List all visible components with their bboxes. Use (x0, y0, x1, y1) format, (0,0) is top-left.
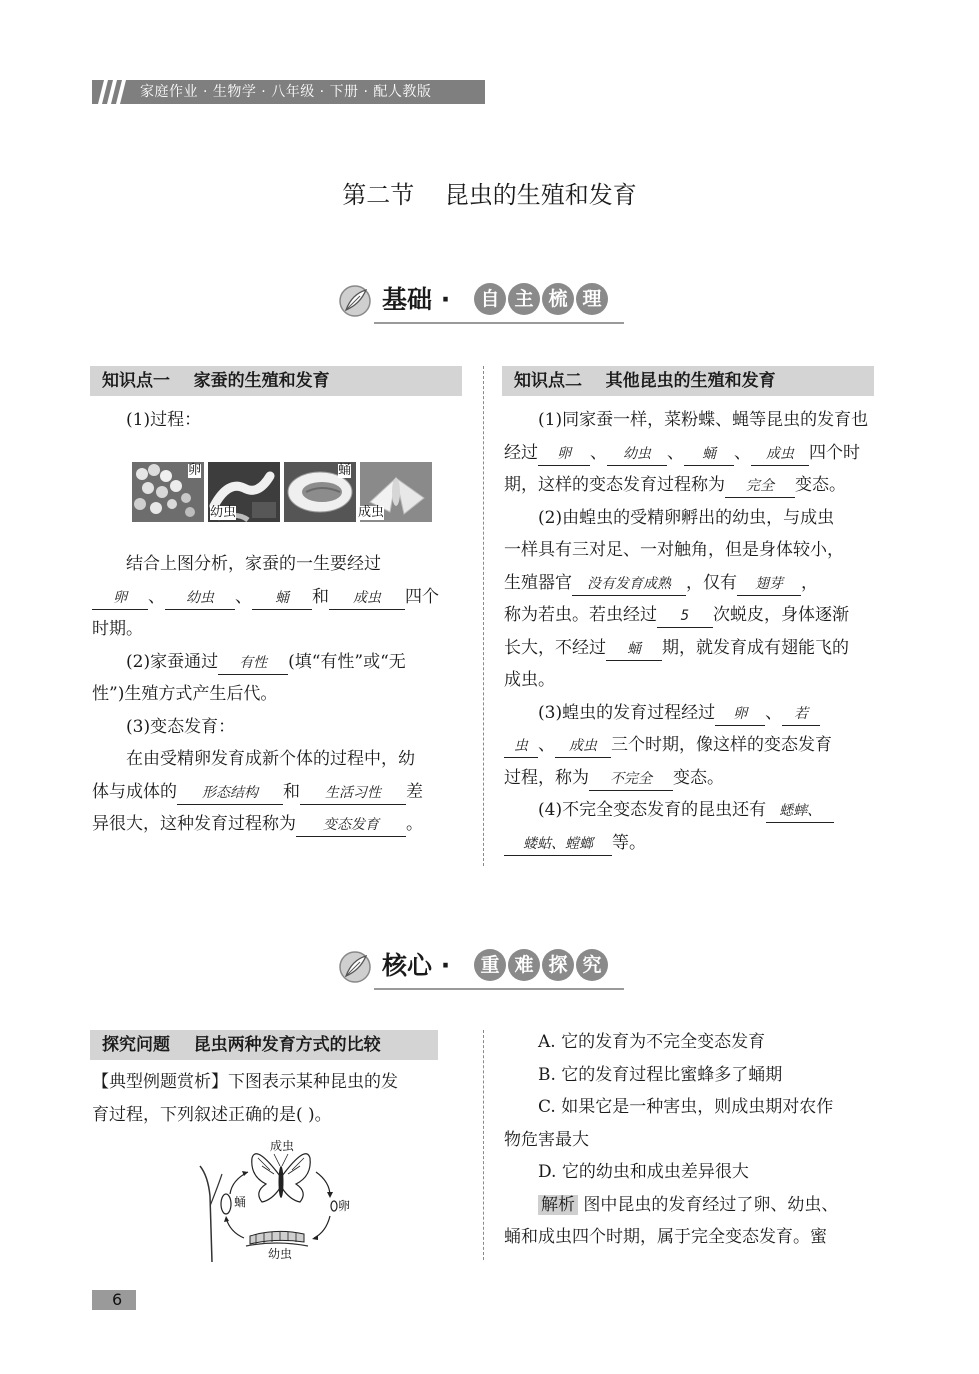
answer-blank: 蛹 (252, 587, 312, 610)
k2-line: 过程，称为 不完全 变态。 (504, 762, 874, 795)
header-text: 家庭作业 · 生物学 · 八年级 · 下册 · 配人教版 (140, 84, 432, 100)
question-line: 【典型例题赏析】下图表示某种昆虫的发 (92, 1072, 398, 1092)
banner-lead: 核心 · (382, 951, 451, 980)
arrow-egg-larva (314, 1216, 330, 1238)
k2-line: 蝼蛄、螳螂 等。 (504, 827, 874, 860)
butterfly-icon (252, 1154, 310, 1202)
answer-blank: 5 (657, 605, 713, 628)
answer-blank: 卵 (715, 703, 765, 726)
k1-intro (92, 404, 462, 437)
k2-line: 成虫。 (504, 670, 555, 690)
answer-blank: 有性 (218, 652, 288, 675)
question-lead: 【典型例题赏析】 (92, 1072, 228, 1092)
diagram-label-adult: 成虫 (270, 1139, 295, 1153)
k1-reproduction-line: (2)家蚕通过 有性 (填“有性”或“无 (92, 646, 462, 679)
answer-blank: 形态结构 (177, 782, 283, 805)
k1-period-line: 时期。 (92, 619, 143, 639)
diagram-label-pupa: 蛹 (234, 1195, 247, 1209)
banner-circle: 重 (474, 949, 506, 981)
knowledge-box-2: 知识点二 其他昆虫的生殖和发育 (502, 366, 874, 396)
k1-metamorphosis-line-2: 体与成体的 形态结构 和 生活习性 差 (92, 776, 462, 809)
page-number-badge (92, 1290, 136, 1310)
answer-blank: 翅芽 (737, 573, 801, 596)
egg-icon (331, 1201, 337, 1211)
k1-body (92, 548, 462, 841)
answer-blank: 成虫 (751, 443, 809, 466)
analysis-line-2: 蛹和成虫四个时期，属于完全变态发育。蜜 (504, 1227, 827, 1247)
explore-options (504, 1026, 874, 1254)
page-title: 第二节 昆虫的生殖和发育 (342, 181, 637, 209)
arrow-adult-pupa (230, 1172, 248, 1194)
analysis-label: 解析 (538, 1195, 578, 1215)
k1-process-label: (1)过程： (126, 410, 202, 430)
header-stripes-icon (94, 80, 128, 104)
banner-circle: 主 (508, 283, 540, 315)
answer-blank: 蛹 (684, 443, 734, 466)
k1-metamorphosis-label: (3)变态发育： (126, 716, 236, 737)
diagram-label-larva: 幼虫 (268, 1247, 293, 1261)
answer-blank: 幼虫 (165, 587, 235, 610)
answer-blank: 蝼蛄、螳螂 (504, 833, 612, 856)
option-c-cont: 物危害最大 (504, 1129, 589, 1150)
banner-circles (474, 949, 608, 981)
option-a: A. 它的发育为不完全变态发育 (538, 1032, 766, 1052)
banner-lead: 基础 · (382, 285, 451, 314)
k2-body (504, 404, 874, 859)
banner-underline (374, 988, 624, 990)
option-d: D. 它的幼虫和成虫差异很大 (538, 1162, 749, 1182)
answer-blank: 生活习性 (300, 782, 406, 805)
answer-blank: 幼虫 (607, 443, 667, 466)
section-banner-core (330, 944, 630, 996)
answer-blank: 蛹 (606, 638, 662, 661)
banner-circle: 究 (576, 949, 608, 981)
answer-blank: 不完全 (589, 768, 673, 791)
answer-blank: 没有发育成熟 (572, 573, 686, 596)
answer-blank: 若 (782, 703, 820, 726)
k2-line: (3)蝗虫的发育过程经过 卵 、 若 (504, 697, 874, 730)
k2-line: 长大，不经过 蛹 期，就发育成有翅能飞的 (504, 632, 874, 665)
pupa-icon (221, 1194, 231, 1214)
banner-circle: 难 (508, 949, 540, 981)
k1-analysis-line: 结合上图分析，家蚕的一生要经过 (126, 554, 381, 574)
option-b: B. 它的发育过程比蜜蜂多了蛹期 (538, 1064, 783, 1085)
answer-blank: 蟋蟀、 (766, 800, 834, 823)
column-divider (483, 366, 484, 866)
knowledge-box-1: 知识点一 家蚕的生殖和发育 (90, 366, 462, 396)
banner-circles (474, 283, 608, 315)
photo-label-egg: 卵 (188, 463, 202, 478)
k1-stages-line: 卵 、 幼虫 、 蛹 和 成虫 四个 (92, 581, 462, 614)
explore-question (92, 1066, 462, 1131)
answer-blank: 成虫 (555, 735, 611, 758)
leaf-pen-icon (338, 950, 372, 984)
caterpillar-icon (246, 1231, 308, 1246)
explore-box: 探究问题 昆虫两种发育方式的比较 (90, 1030, 438, 1060)
photo-label-larva: 幼虫 (210, 505, 237, 520)
section-banner-basics (330, 278, 630, 330)
photo-label-adult: 成虫 (358, 505, 385, 520)
k1-reproduction-line-2: 性”)生殖方式产生后代。 (92, 684, 278, 704)
banner-circle: 理 (576, 283, 608, 315)
answer-blank: 卵 (538, 443, 590, 466)
analysis-line: 解析 图中昆虫的发育经过了卵、幼虫、 (504, 1189, 874, 1222)
answer-blank: 变态发育 (296, 814, 406, 837)
question-line: 育过程，下列叙述正确的是( )。 (92, 1104, 332, 1125)
k2-line: 期，这样的变态发育过程称为 完全 变态。 (504, 469, 874, 502)
k2-line: 称为若虫。若虫经过 5 次蜕皮，身体逐渐 (504, 599, 874, 632)
option-c: C. 如果它是一种害虫，则成虫期对农作 (538, 1097, 834, 1117)
silkworm-photo-strip (132, 462, 456, 522)
banner-circle: 自 (474, 283, 506, 315)
k2-line: (2)由蝗虫的受精卵孵出的幼虫，与成虫 (538, 507, 835, 528)
insect-lifecycle-diagram (196, 1136, 366, 1262)
photo-label-pupa: 蛹 (338, 463, 352, 478)
branch-line (200, 1166, 212, 1262)
answer-blank: 卵 (92, 587, 148, 610)
k2-line: (1)同家蚕一样，菜粉蝶、蝇等昆虫的发育也 (538, 410, 869, 430)
k2-line: 经过 卵 、 幼虫 、 蛹 、 成虫 四个时 (504, 437, 874, 470)
diagram-label-egg: 卵 (338, 1199, 351, 1213)
answer-blank: 虫 (504, 735, 538, 758)
banner-circle: 探 (542, 949, 574, 981)
banner-underline (374, 322, 624, 324)
k1-metamorphosis-line: 在由受精卵发育成新个体的过程中，幼 (126, 749, 415, 769)
k2-line: 虫 、 成虫 三个时期，像这样的变态发育 (504, 729, 874, 762)
k2-line: 生殖器官 没有发育成熟 ，仅有 翅芽 ， (504, 567, 874, 600)
k2-line: (4)不完全变态发育的昆虫还有 蟋蟀、 (504, 794, 874, 827)
banner-circle: 梳 (542, 283, 574, 315)
page-number: 6 (112, 1290, 123, 1309)
column-divider (483, 1030, 484, 1260)
k1-metamorphosis-line-3: 异很大，这种发育过程称为 变态发育 。 (92, 808, 462, 841)
leaf-pen-icon (338, 284, 372, 318)
answer-blank: 成虫 (329, 587, 405, 610)
k2-line: 一样具有三对足、一对触角，但是身体较小， (504, 540, 844, 560)
answer-blank: 完全 (725, 475, 795, 498)
